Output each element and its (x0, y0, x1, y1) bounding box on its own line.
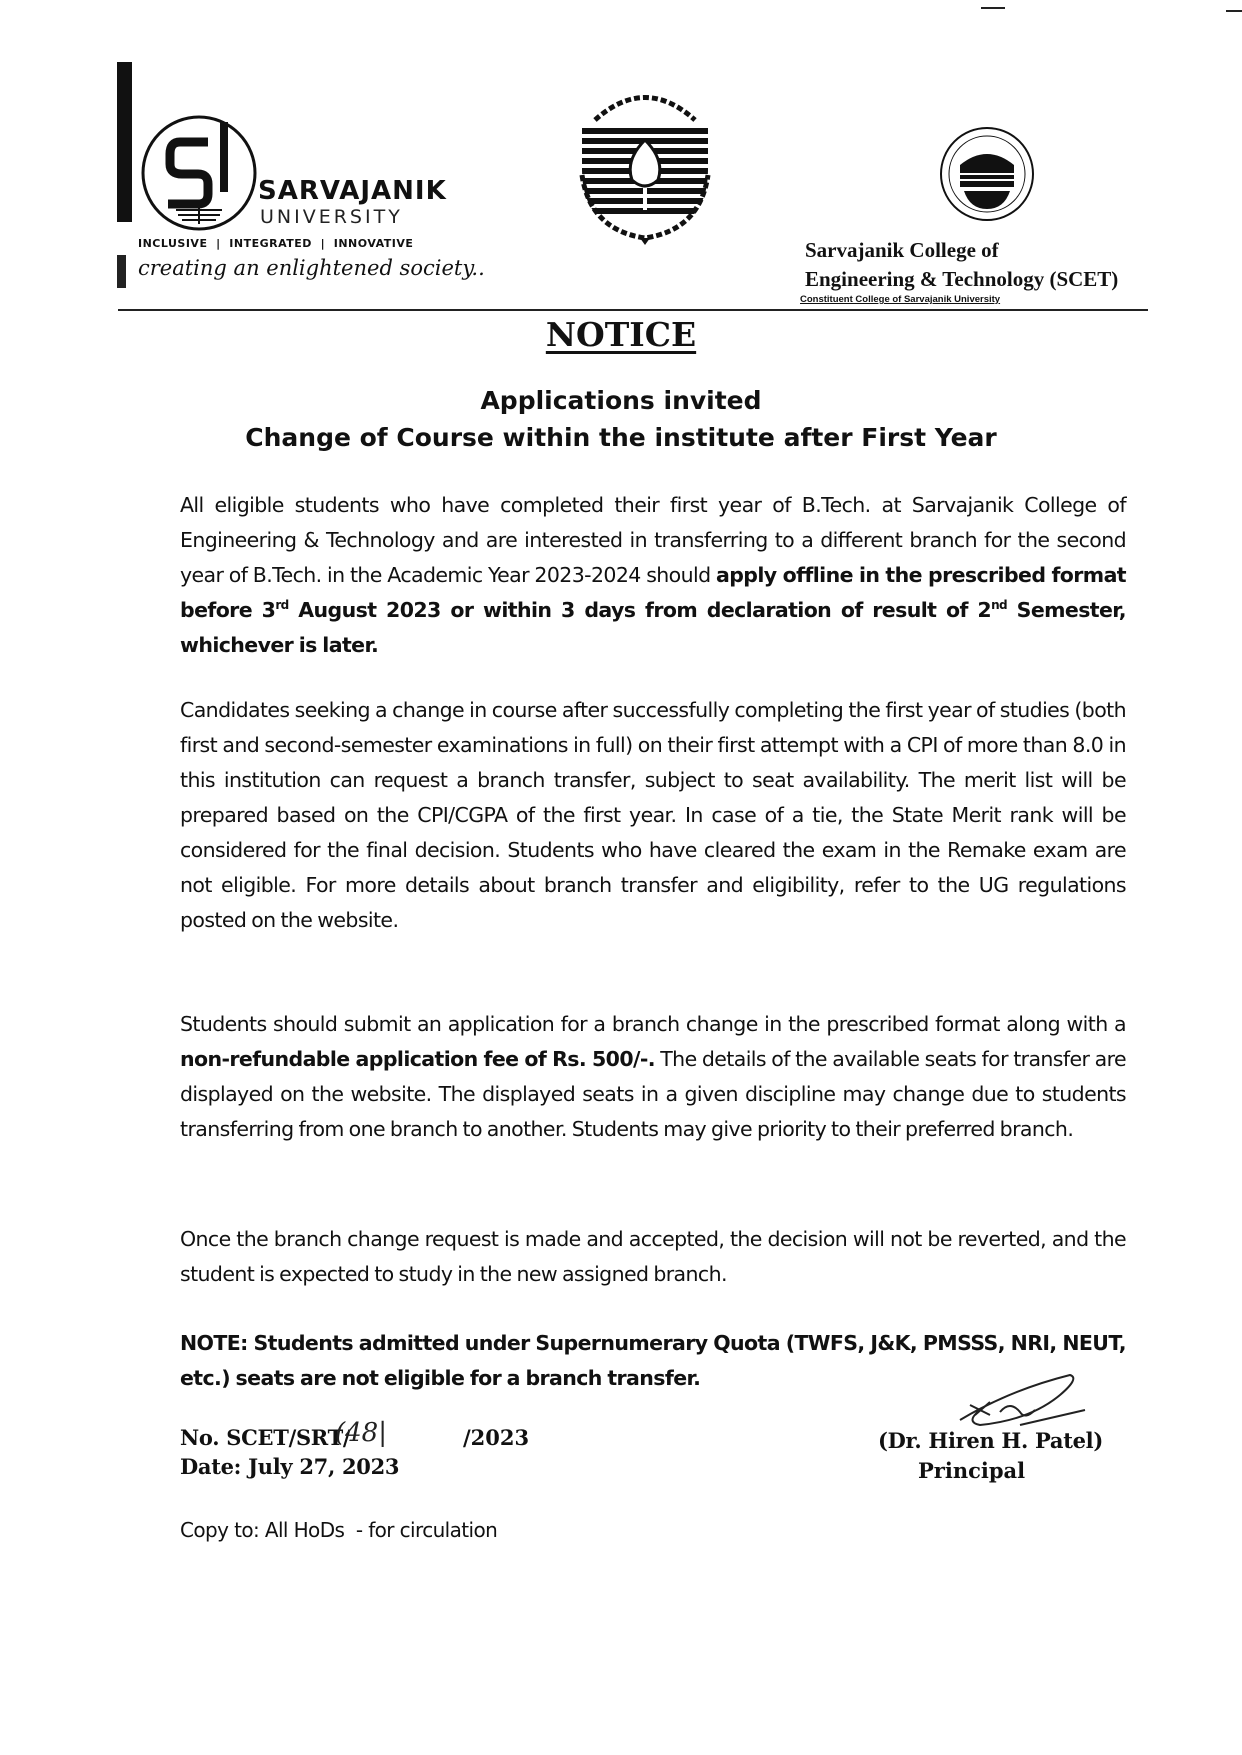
college-name-line2: Engineering & Technology (SCET) (805, 267, 1119, 291)
notice-title-text: NOTICE (545, 315, 697, 354)
university-logo-bar (117, 255, 126, 288)
college-name (805, 236, 1118, 294)
p1-sup-a: rd (275, 598, 289, 613)
paragraph-criteria: Candidates seeking a change in course after successfully completing the first year of studies (both first and second-semester examinations in full) on their first attempt with a CPI of more than 8.0 in this institution can request a branch transfer, subject to seat availability. The merit list will be prepared based on the CPI/CGPA of the first year. In case of a tie, the State Merit rank will be considered for the final decision. Students who have cleared the exam in the Remake exam are not eligible. For more details about branch transfer and eligibility, refer to the UG regulations posted on the website. (180, 698, 1126, 932)
reference-number-prefix: No. SCET/SRT/ (180, 1425, 351, 1450)
college-subtitle: Constituent College of Sarvajanik University (800, 294, 1001, 305)
notice-subtitle-line1: Applications invited (480, 386, 762, 415)
scan-mark (1226, 10, 1242, 12)
notice-title (0, 315, 1242, 354)
p1-sup-b: nd (991, 598, 1008, 613)
p3-text-b: The details of the available seats for transfer are displayed on the website. The displayed seats in a given discipline may change due to students transferring from one branch to another. Students may give priority to their preferred branch. (180, 1047, 1126, 1141)
university-logo-bar (117, 62, 132, 222)
p1-deadline-b: August 2023 or within 3 days from declaration of result of 2 (288, 598, 992, 622)
paragraph-finality: Once the branch change request is made and accepted, the decision will not be reverted, and the student is expected to study in the new assigned branch. (180, 1227, 1126, 1286)
paragraph-eligibility (180, 488, 1126, 663)
p1-text: All eligible students who have completed their first year of B.Tech. at Sarvajanik College of Engineering & Technology and are interested in transferring to a different branch for the second year of B.Tech. in the Academic Year 2023-2024 should (180, 493, 1126, 587)
paragraph-note: NOTE: Students admitted under Supernumerary Quota (TWFS, J&K, PMSSS, NRI, NEUT, etc.) seats are not eligible for a branch transfer. (180, 1331, 1126, 1390)
lotus-emblem-icon (570, 80, 720, 245)
copy-to: Copy to: All HoDs - for circulation (180, 1518, 498, 1542)
paragraph-application (180, 1007, 1126, 1147)
reference-date: Date: July 27, 2023 (180, 1454, 400, 1479)
university-tagline: creating an enlightened society.. (138, 256, 485, 280)
scan-mark (981, 7, 1005, 9)
signatory-title: Principal (918, 1458, 1026, 1483)
notice-subtitle-line2: Change of Course within the institute after First Year (245, 423, 997, 452)
p1-deadline-c: Semester, whichever is later. (180, 598, 1126, 657)
signatory-name: (Dr. Hiren H. Patel) (878, 1428, 1104, 1453)
p1-deadline-a: apply offline in the prescribed format before 3 (180, 563, 1126, 622)
reference-number-suffix: /2023 (463, 1425, 530, 1450)
college-seal-icon (938, 125, 1036, 223)
university-name: SARVAJANIK (258, 176, 447, 206)
reference-number-handwritten: (48| (335, 1418, 387, 1448)
university-values: INCLUSIVE | INTEGRATED | INNOVATIVE (138, 237, 414, 250)
university-seal-icon (138, 112, 260, 234)
header-divider (118, 309, 1148, 311)
university-subtitle: UNIVERSITY (260, 206, 403, 228)
college-name-line1: Sarvajanik College of (805, 238, 999, 262)
p3-text-a: Students should submit an application for a branch change in the prescribed format along with a (180, 1012, 1126, 1036)
p3-fee: non-refundable application fee of Rs. 500/-. (180, 1047, 655, 1071)
